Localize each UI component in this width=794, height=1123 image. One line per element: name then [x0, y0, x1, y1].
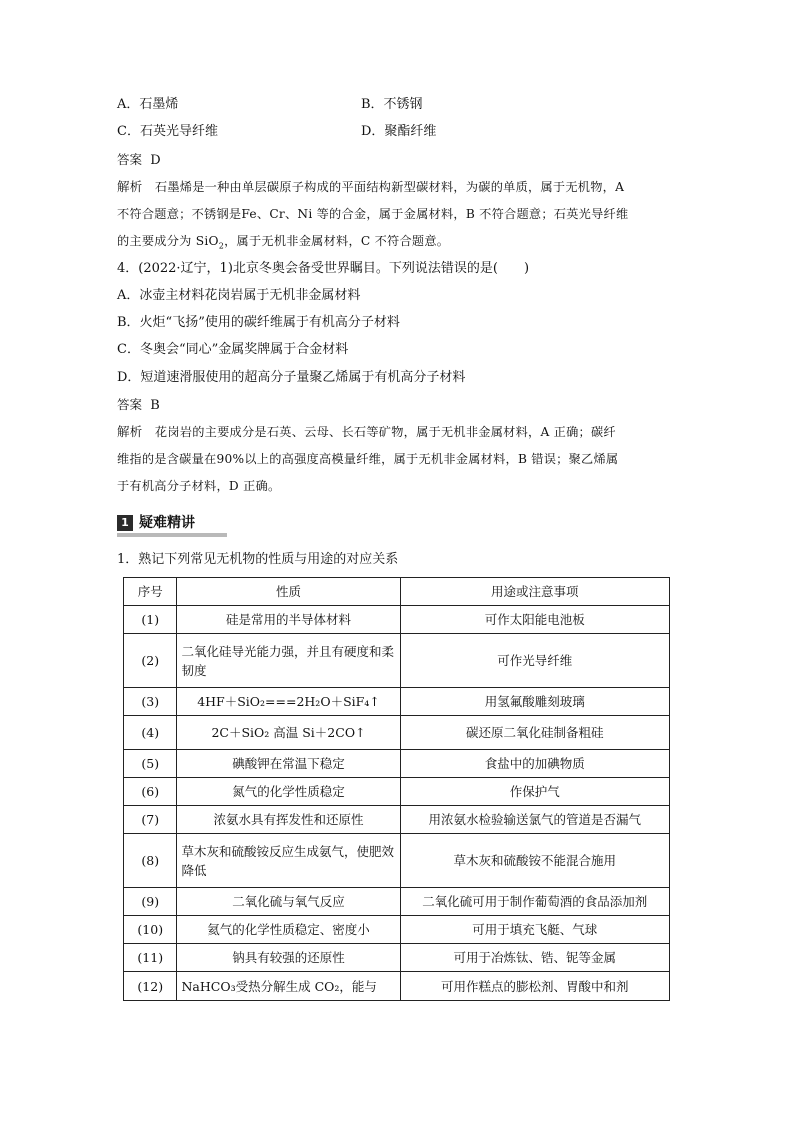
- table-row: [124, 888, 670, 916]
- row-no: (1): [124, 606, 177, 634]
- header-no: 序号: [124, 578, 177, 606]
- table-row: [124, 750, 670, 778]
- q4-option-c: C．冬奥会“同心”金属奖牌属于合金材料: [117, 342, 349, 357]
- explanation-text: ，属于无机非金属材料，C 不符合题意。: [224, 234, 450, 248]
- row-property: 草木灰和硫酸铵反应生成氨气，使肥效降低: [177, 834, 400, 888]
- q3-option-c: C．石英光导纤维: [117, 124, 218, 139]
- row-property: 硅是常用的半导体材料: [177, 606, 400, 634]
- table-header-row: [124, 578, 670, 606]
- header-use: 用途或注意事项: [400, 578, 669, 606]
- row-property: 钠具有较强的还原性: [177, 944, 400, 972]
- table-row: [124, 634, 670, 688]
- row-use: 可作太阳能电池板: [400, 606, 669, 634]
- row-property: 2C＋SiO₂ 高温 Si＋2CO↑: [177, 716, 400, 750]
- section-title: 疑难精讲: [139, 515, 195, 531]
- row-property: 碘酸钾在常温下稳定: [177, 750, 400, 778]
- section-number-icon: 1: [117, 515, 133, 531]
- answer-value: D: [150, 153, 161, 168]
- table-row: [124, 716, 670, 750]
- q4-explanation-line-3: 于有机高分子材料，D 正确。: [117, 479, 281, 493]
- table-row: [124, 916, 670, 944]
- explanation-text: 的主要成分为 SiO: [117, 234, 219, 248]
- header-property: 性质: [177, 578, 400, 606]
- row-no: (10): [124, 916, 177, 944]
- q3-explanation-line-1: [117, 178, 624, 196]
- row-property: 氦气的化学性质稳定、密度小: [177, 916, 400, 944]
- row-no: (5): [124, 750, 177, 778]
- row-no: (9): [124, 888, 177, 916]
- table-intro: 1．熟记下列常见无机物的性质与用途的对应关系: [117, 552, 399, 567]
- q4-explanation-line-2: 维指的是含碳量在90%以上的高强度高模量纤维，属于无机非金属材料，B 错误；聚乙烯属: [117, 452, 619, 466]
- row-no: (7): [124, 806, 177, 834]
- row-property: 二氧化硫与氧气反应: [177, 888, 400, 916]
- answer-label: 答案: [117, 397, 143, 412]
- row-no: (11): [124, 944, 177, 972]
- q3-explanation-line-3: [117, 232, 449, 250]
- q3-option-b: B．不锈钢: [361, 97, 423, 112]
- row-use: 可用作糕点的膨松剂、胃酸中和剂: [400, 972, 669, 1001]
- row-property: NaHCO₃受热分解生成 CO₂，能与: [177, 972, 400, 1001]
- table-row: [124, 688, 670, 716]
- q3-option-d: D．聚酯纤维: [361, 124, 437, 139]
- q4-answer: [117, 396, 160, 415]
- answer-value: B: [150, 398, 160, 413]
- q4-option-b: B．火炬“飞扬”使用的碳纤维属于有机高分子材料: [117, 315, 400, 330]
- row-use: 可用于填充飞艇、气球: [400, 916, 669, 944]
- q3-option-a: A．石墨烯: [117, 97, 179, 112]
- row-no: (6): [124, 778, 177, 806]
- row-property: 氮气的化学性质稳定: [177, 778, 400, 806]
- row-no: (2): [124, 634, 177, 688]
- q4-stem: 4．(2022·辽宁，1)北京冬奥会备受世界瞩目。下列说法错误的是( ): [117, 261, 530, 276]
- row-use: 可用于冶炼钛、锆、铌等金属: [400, 944, 669, 972]
- row-use: 食盐中的加碘物质: [400, 750, 669, 778]
- row-use: 用浓氨水检验输送氯气的管道是否漏气: [400, 806, 669, 834]
- explanation-text: 花岗岩的主要成分是石英、云母、长石等矿物，属于无机非金属材料，A 正确；碳纤: [154, 425, 616, 439]
- table-row: [124, 944, 670, 972]
- explanation-text: 石墨烯是一种由单层碳原子构成的平面结构新型碳材料，为碳的单质，属于无机物，A: [154, 180, 625, 194]
- explanation-label: 解析: [117, 179, 143, 194]
- row-no: (12): [124, 972, 177, 1001]
- row-use: 用氢氟酸雕刻玻璃: [400, 688, 669, 716]
- row-use: 草木灰和硫酸铵不能混合施用: [400, 834, 669, 888]
- section-header: [117, 514, 227, 534]
- explanation-label: 解析: [117, 424, 143, 439]
- q4-option-d: D．短道速滑服使用的超高分子量聚乙烯属于有机高分子材料: [117, 370, 466, 385]
- row-property: 4HF＋SiO₂===2H₂O＋SiF₄↑: [177, 688, 400, 716]
- row-no: (4): [124, 716, 177, 750]
- row-no: (8): [124, 834, 177, 888]
- row-property: 浓氨水具有挥发性和还原性: [177, 806, 400, 834]
- table-row: [124, 834, 670, 888]
- q3-answer: [117, 151, 161, 170]
- row-use: 二氧化硫可用于制作葡萄酒的食品添加剂: [400, 888, 669, 916]
- table-row: [124, 606, 670, 634]
- row-no: (3): [124, 688, 177, 716]
- q4-option-a: A．冰壶主材料花岗岩属于无机非金属材料: [117, 288, 361, 303]
- answer-label: 答案: [117, 152, 143, 167]
- row-use: 可作光导纤维: [400, 634, 669, 688]
- subscript: 2: [218, 241, 225, 251]
- properties-table: [123, 577, 670, 1001]
- row-use: 碳还原二氧化硅制备粗硅: [400, 716, 669, 750]
- row-property: 二氧化硅导光能力强，并且有硬度和柔韧度: [177, 634, 400, 688]
- q3-explanation-line-2: 不符合题意；不锈钢是Fe、Cr、Ni 等的合金，属于金属材料，B 不符合题意；石英光导纤维: [117, 207, 629, 221]
- q4-explanation-line-1: [117, 423, 616, 441]
- table-row: [124, 806, 670, 834]
- row-use: 作保护气: [400, 778, 669, 806]
- table-row: [124, 972, 670, 1001]
- section-underline: [117, 533, 227, 537]
- table-row: [124, 778, 670, 806]
